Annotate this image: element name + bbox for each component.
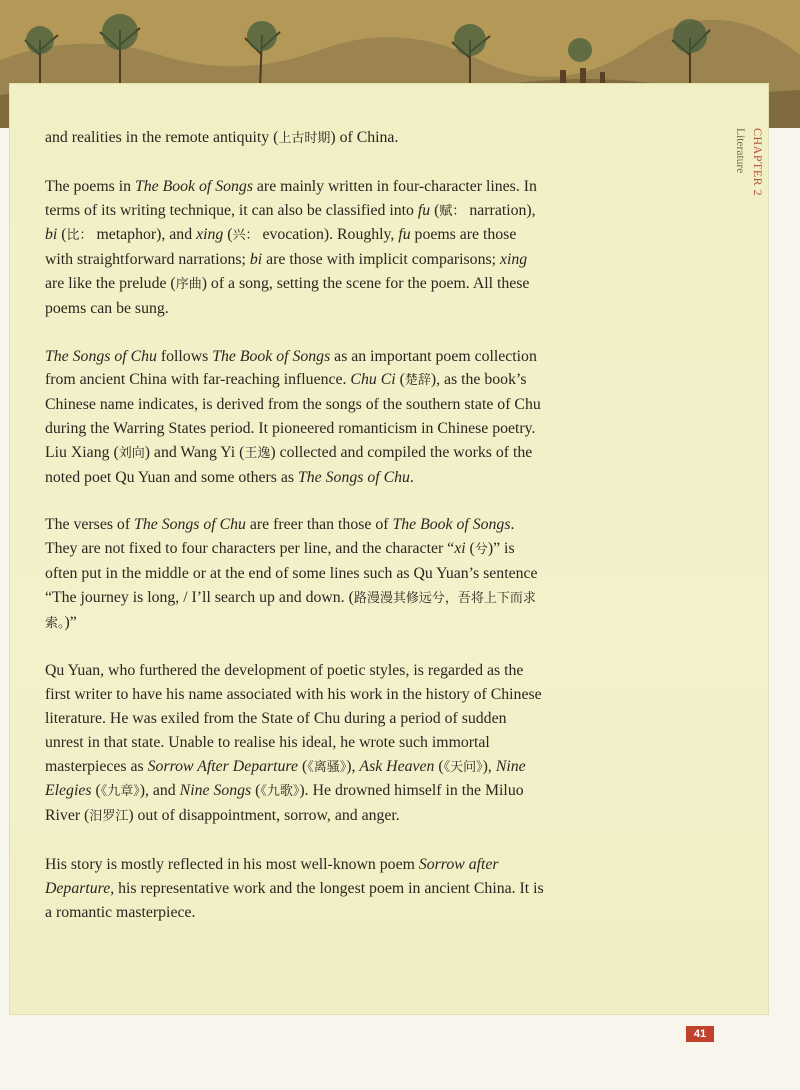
paragraph-2: The poems in The Book of Songs are mainly written in four-character lines. In terms of its writing technique, it can also be classified into fu (赋： narration), bi (比： metaphor), and xing (兴： evocation). Roughly, fu poems are those with straightforward narrations; bi are those with implicit comparisons; xing are like the prelude (序曲) of a song, setting the scene for the poem. All these poems can be sung. (45, 177, 537, 317)
paragraph-5: Qu Yuan, who furthered the development of poetic styles, is regarded as the first writer to have his name associated with his work in the history of Chinese literature. He was exiled from the State of Chu during a period of sudden unrest in that state. Unable to realise his ideal, he wrote such immortal masterpieces as Sorrow After Departure (《离骚》), Ask Heaven (《天问》), Nine Elegies (《九章》), and Nine Songs (《九歌》). He drowned himself in the Miluo River (汨罗江) out of disappointment, sorrow, and anger. (45, 662, 542, 825)
paragraph-4: The verses of The Songs of Chu are freer than those of The Book of Songs. They are not fixed to four characters per line, and the character “xi (兮)” is often put in the middle or at the end of some lines such as Qu Yuan’s sentence “The journey is long, / I’ll search up and down. (路漫漫其修远兮，吾将上下而求索。)” (45, 516, 538, 631)
section-label: Literature (734, 128, 746, 174)
paragraph-1: and realities in the remote antiquity (上古时期) of China. (45, 129, 399, 146)
paragraph-3: The Songs of Chu follows The Book of Songs as an important poem collection from ancient China with far-reaching influence. Chu Ci (楚辞), as the book’s Chinese name indicates, is derived from the songs of the southern state of Chu during the Warring States period. It pioneered romanticism in Chinese poetry. Liu Xiang (刘向) and Wang Yi (王逸) collected and compiled the works of the noted poet Qu Yuan and some others as The Songs of Chu. (45, 347, 541, 486)
chapter-label: CHAPTER 2 (751, 128, 765, 197)
page-number-badge: 41 (686, 1026, 714, 1042)
chapter-tab (728, 128, 768, 208)
paragraph-6: His story is mostly reflected in his most well-known poem Sorrow after Departure, his representative work and the longest poem in ancient China. It is a romantic masterpiece. (45, 855, 544, 921)
body-text (45, 126, 545, 948)
